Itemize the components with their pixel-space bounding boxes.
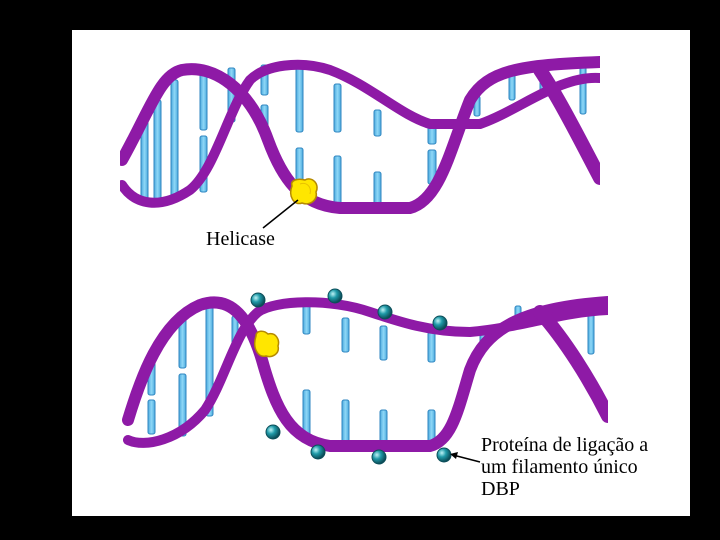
dbp-sphere-icon	[311, 445, 325, 459]
dna-helix-bottom	[128, 302, 608, 446]
backbone-strand-c-bottom	[540, 312, 608, 416]
helicase-icon-bottom	[255, 331, 279, 356]
dbp-pointer-line	[453, 455, 480, 462]
dbp-sphere-icon	[372, 450, 386, 464]
dbp-label-line3: DBP	[481, 478, 520, 500]
backbone-strand-b	[122, 65, 600, 203]
dbp-label-line1: Proteína de ligação a	[481, 434, 649, 456]
dbp-sphere-icon	[378, 305, 392, 319]
dbp-sphere-icon	[437, 448, 451, 462]
dbp-sphere-icon	[266, 425, 280, 439]
helicase-icon-top	[291, 179, 317, 204]
helicase-pointer-line	[263, 200, 298, 228]
dna-helix-top	[122, 62, 600, 208]
dbp-sphere-icon	[328, 289, 342, 303]
backbone-strand-b-bottom	[128, 302, 608, 443]
dbp-sphere-icon	[251, 293, 265, 307]
dbp-proteins	[251, 289, 451, 464]
dbp-sphere-icon	[433, 316, 447, 330]
helicase-label: Helicase	[206, 228, 275, 250]
dbp-label-line2: um filamento único	[481, 456, 638, 478]
dbp-label	[481, 434, 648, 500]
